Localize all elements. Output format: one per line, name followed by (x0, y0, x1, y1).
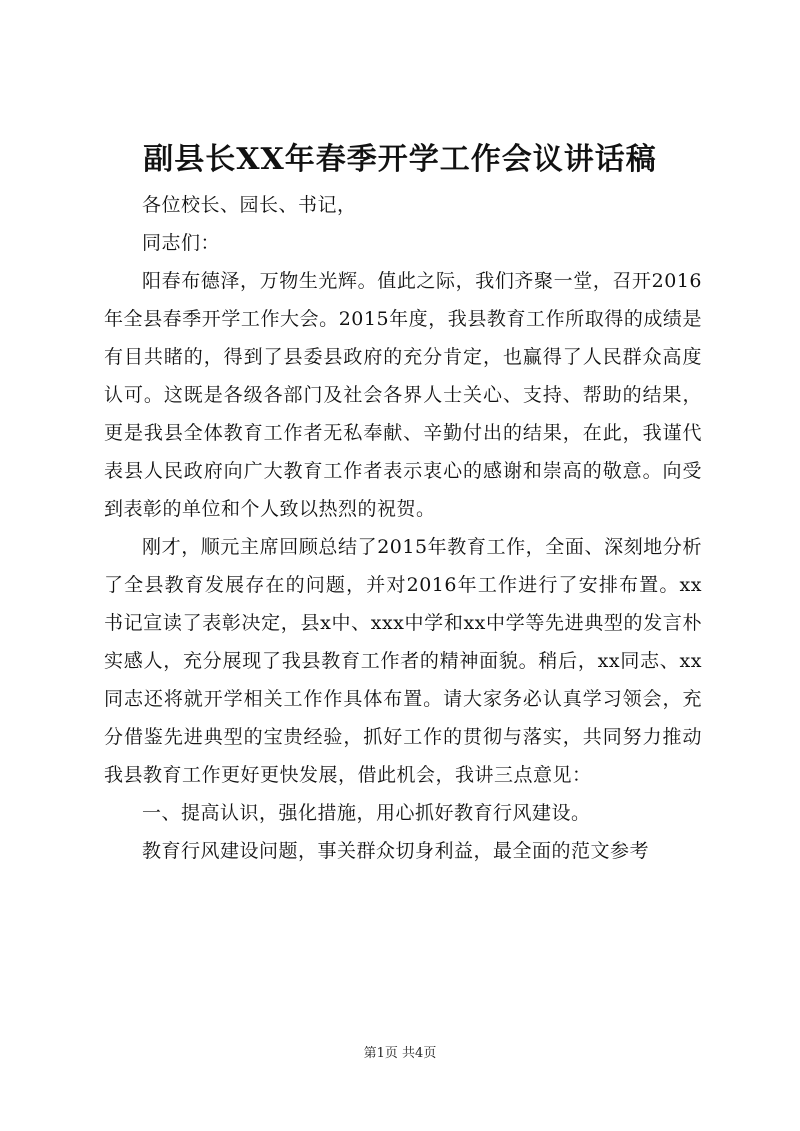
body-paragraph: 阳春布德泽，万物生光辉。值此之际，我们齐聚一堂，召开2016年全县春季开学工作大会。2015年度，我县教育工作所取得的成绩是有目共睹的，得到了县委县政府的充分肯定，也赢得了人民群众高度认可。这既是各级各部门及社会各界人士关心、支持、帮助的结果，更是我县全体教育工作者无私奉献、辛勤付出的结果，在此，我谨代表县人民政府向广大教育工作者表示衷心的感谢和崇高的敬意。向受到表彰的单位和个人致以热烈的祝贺。 (104, 270, 702, 520)
body-paragraph: 教育行风建设问题，事关群众切身利益，最全面的范文参考 (142, 840, 650, 862)
salutation-line: 各位校长、园长、书记， (142, 194, 357, 216)
page-number-footer: 第1页 共4页 (363, 1046, 437, 1061)
document-body (104, 186, 702, 870)
salutation-line: 同志们： (142, 232, 221, 254)
section-heading: 一、提高认识，强化措施，用心抓好教育行风建设。 (142, 802, 591, 824)
document-title: 副县长XX年春季开学工作会议讲话稿 (143, 142, 657, 177)
body-paragraph: 刚才，顺元主席回顾总结了2015年教育工作，全面、深刻地分析了全县教育发展存在的问题，并对2016年工作进行了安排布置。xx书记宣读了表彰决定，县x中、xxx中学和xx中学等先进典型的发言朴实感人，充分展现了我县教育工作者的精神面貌。稍后，xx同志、xx同志还将就开学相关工作作具体布置。请大家务必认真学习领会，充分借鉴先进典型的宝贵经验，抓好工作的贯彻与落实，共同努力推动我县教育工作更好更快发展，借此机会，我讲三点意见： (104, 536, 702, 786)
